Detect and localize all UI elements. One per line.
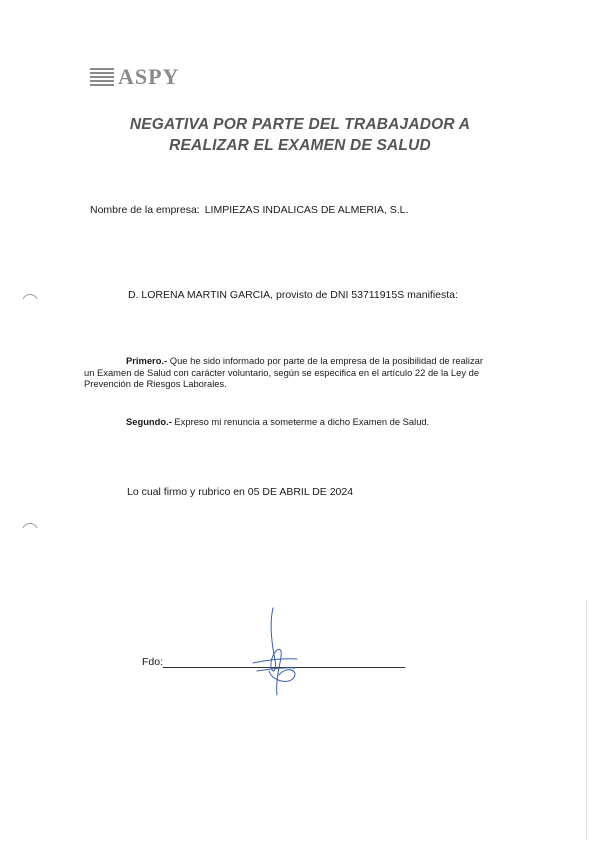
punch-hole-mark: [22, 521, 38, 529]
closing-statement: Lo cual firmo y rubrico en 05 DE ABRIL DE 2024: [127, 486, 354, 498]
aspy-logo: [90, 64, 179, 90]
handwritten-signature: [245, 605, 305, 700]
first-clause-text-start: Que he sido informado por parte de la empresa de la posibilidad de realizar: [167, 355, 483, 366]
company-label: Nombre de la empresa:: [90, 204, 200, 216]
document-title: [60, 114, 540, 156]
second-clause-label: Segundo.-: [126, 416, 172, 427]
aspy-logo-icon: [90, 67, 114, 87]
second-clause: [126, 416, 429, 428]
declaration-statement: D. LORENA MARTIN GARCIA, provisto de DNI 53711915S manifiesta:: [128, 289, 458, 301]
punch-hole-mark: [22, 292, 38, 300]
company-line: [90, 204, 408, 216]
first-clause: [84, 355, 524, 390]
first-clause-label: Primero.-: [126, 355, 168, 366]
second-clause-text: Expreso mi renuncia a someterme a dicho Examen de Salud.: [171, 416, 430, 427]
logo-text: ASPY: [118, 64, 180, 89]
company-name: LIMPIEZAS INDALICAS DE ALMERIA, S.L.: [204, 204, 409, 216]
first-clause-text-rest: un Examen de Salud con carácter voluntario, según se especifica en el artículo 22 de la Ley de Prevención de Riesgos Laborales.: [84, 366, 480, 389]
title-line-2: REALIZAR EL EXAMEN DE SALUD: [169, 137, 431, 154]
signature-label: Fdo:: [142, 656, 164, 668]
first-clause-line-1: [84, 355, 524, 367]
scan-edge-line: [586, 600, 587, 840]
title-line-1: NEGATIVA POR PARTE DEL TRABAJADOR A: [129, 116, 471, 133]
